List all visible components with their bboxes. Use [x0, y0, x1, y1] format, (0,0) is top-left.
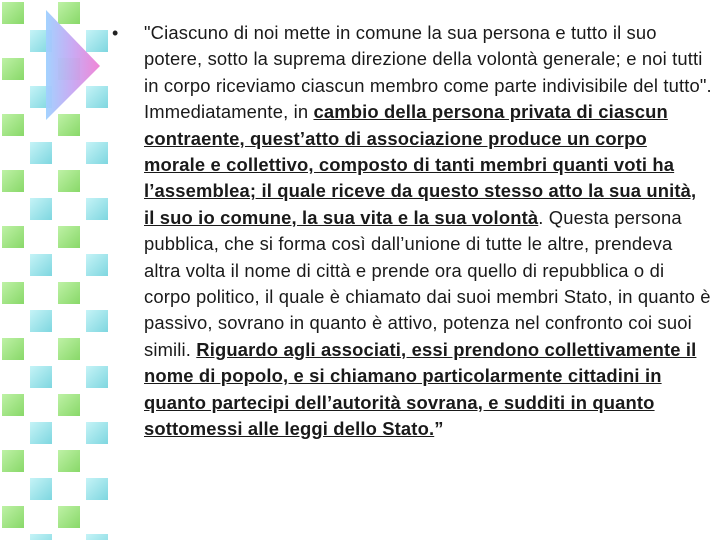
decorative-tile — [2, 282, 24, 304]
decorative-tile — [30, 254, 52, 276]
decorative-tile — [86, 30, 108, 52]
decorative-tile — [58, 450, 80, 472]
decorative-tile — [30, 422, 52, 444]
paragraph-text: "Ciascuno di noi mette in comune la sua persona e tutto il suo potere, sotto la suprema direzione della volontà generale; e noi tutti in corpo riceviamo ciascun membro come parte indivisibile del tutto". Immediatamente, in — [144, 22, 712, 123]
decorative-tile — [86, 86, 108, 108]
main-content — [112, 20, 712, 443]
bullet-item — [112, 20, 712, 443]
decorative-tile — [86, 310, 108, 332]
decorative-tile — [58, 170, 80, 192]
bullet-icon: • — [112, 23, 119, 43]
decorative-tile — [2, 394, 24, 416]
decorative-tile — [58, 114, 80, 136]
decorative-tile — [58, 2, 80, 24]
decorative-tile — [58, 282, 80, 304]
decorative-tile — [30, 310, 52, 332]
decorative-tile — [86, 534, 108, 540]
decorative-tile — [58, 226, 80, 248]
decorative-tile — [86, 478, 108, 500]
decorative-tile — [2, 226, 24, 248]
decorative-tile — [86, 422, 108, 444]
decorative-tile — [30, 478, 52, 500]
decorative-tile — [58, 506, 80, 528]
decorative-tile — [58, 338, 80, 360]
paragraph-text: . Questa persona pubblica, che si forma così dall’unione di tutte le altre, prendeva altra volta il nome di città e prende ora quello di repubblica o di corpo politico, il quale è chiamato dai suoi membri Stato, in quanto è passivo, sovrano in quanto è attivo, potenza nel confronto coi suoi simili. — [144, 206, 711, 360]
decorative-tile — [2, 114, 24, 136]
decorative-tile — [2, 506, 24, 528]
emphasized-text: cambio della persona privata di ciascun contraente, quest’atto di associazione produce un corpo morale e collettivo, composto di tanti membri quanti voti ha l’assemblea; il quale riceve da questo stesso atto la sua unità, il suo io comune, la sua vita e la sua volontà — [144, 101, 697, 228]
decorative-tile — [2, 338, 24, 360]
decorative-tile — [86, 142, 108, 164]
decorative-tile — [30, 142, 52, 164]
decorative-tile — [2, 450, 24, 472]
decorative-tile — [2, 170, 24, 192]
decorative-tile — [2, 58, 24, 80]
decorative-side-pattern — [0, 0, 130, 540]
decorative-tile — [30, 198, 52, 220]
decorative-tile — [86, 198, 108, 220]
decorative-tile — [2, 2, 24, 24]
quote-paragraph — [144, 20, 712, 443]
decorative-tile — [30, 366, 52, 388]
emphasized-text: Riguardo agli associati, essi prendono collettivamente il nome di popolo, e si chiamano particolarmente cittadini in quanto partecipi dell’autorità sovrana, e sudditi in quanto sottomessi alle leggi dello Stato. — [144, 338, 697, 440]
decorative-tile — [86, 366, 108, 388]
decorative-tile — [86, 254, 108, 276]
decorative-tile — [58, 394, 80, 416]
emphasized-text: ” — [434, 418, 444, 440]
decorative-tile — [30, 534, 52, 540]
